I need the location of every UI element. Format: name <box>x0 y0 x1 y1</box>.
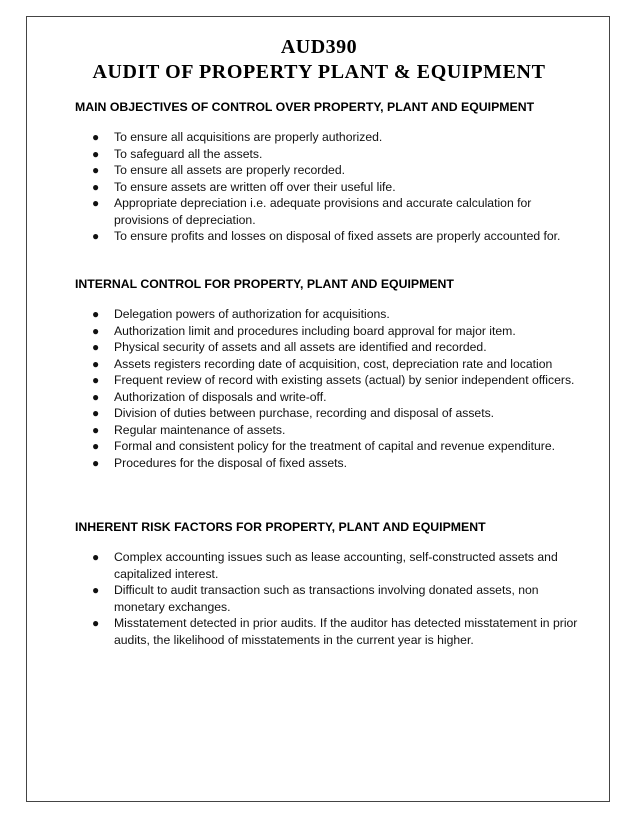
bullet-icon: ● <box>92 455 100 470</box>
list-item <box>0 438 638 455</box>
list-item <box>0 179 638 196</box>
bullet-icon: ● <box>92 406 100 420</box>
list-item <box>0 306 638 323</box>
list-item-text: Delegation powers of authorization for acquisitions. <box>114 307 390 321</box>
list-item <box>0 162 638 179</box>
bullet-icon: ● <box>92 583 100 597</box>
list-item-text: Frequent review of record with existing assets (actual) by senior independent officers. <box>114 373 575 387</box>
list-item <box>0 339 638 356</box>
list-item <box>0 422 638 439</box>
list-item-text: To ensure all acquisitions are properly authorized. <box>114 130 383 144</box>
list-item-text: Assets registers recording date of acquisition, cost, depreciation rate and location <box>114 356 553 371</box>
list-item-text: Authorization of disposals and write-off. <box>114 389 327 404</box>
list-item-text: Difficult to audit transaction such as transactions involving donated assets, non monetary exchanges. <box>114 583 539 614</box>
list-item-text: To ensure assets are written off over their useful life. <box>114 179 396 194</box>
list-item-text: Procedures for the disposal of fixed assets. <box>114 455 348 470</box>
list-item <box>0 195 638 228</box>
bullet-icon: ● <box>92 179 100 194</box>
list-item <box>0 323 638 340</box>
list-item <box>0 129 638 146</box>
list-item-text: Division of duties between purchase, recording and disposal of assets. <box>114 406 495 420</box>
list-item-text: Complex accounting issues such as lease accounting, self-constructed assets and capitalized interest. <box>114 550 558 581</box>
list-item-text: To ensure all assets are properly recorded. <box>114 163 346 177</box>
list-item-text: To safeguard all the assets. <box>114 146 263 161</box>
section-heading-inherent-risk: INHERENT RISK FACTORS FOR PROPERTY, PLANT AND EQUIPMENT <box>75 520 486 534</box>
course-code: AUD390 <box>280 36 358 58</box>
list-item <box>0 228 638 245</box>
bullet-icon: ● <box>92 146 100 161</box>
list-item <box>0 582 638 615</box>
bullet-icon: ● <box>92 422 100 437</box>
list-item <box>0 405 638 422</box>
list-item <box>0 455 638 472</box>
list-item-text: Appropriate depreciation i.e. adequate provisions and accurate calculation for provisions of depreciation. <box>114 196 532 227</box>
bullet-icon: ● <box>92 356 100 371</box>
list-item <box>0 146 638 163</box>
list-item-text: Regular maintenance of assets. <box>114 422 286 437</box>
bullet-icon: ● <box>92 389 100 404</box>
list-item <box>0 372 638 389</box>
bullet-icon: ● <box>92 196 100 210</box>
list-item-text: Physical security of assets and all assets are identified and recorded. <box>114 340 487 354</box>
bullet-icon: ● <box>92 163 100 177</box>
bullet-icon: ● <box>92 229 100 243</box>
bullet-icon: ● <box>92 550 100 564</box>
list-item-text: Misstatement detected in prior audits. If the auditor has detected misstatement in prior audits, the likelihood of misstatements in the current year is higher. <box>114 616 578 647</box>
list-item <box>0 389 638 406</box>
bullet-icon: ● <box>92 616 100 630</box>
list-item-text: To ensure profits and losses on disposal of fixed assets are properly accounted for. <box>114 229 561 243</box>
main-objectives-list <box>0 129 638 245</box>
list-item-text: Authorization limit and procedures including board approval for major item. <box>114 323 516 338</box>
bullet-icon: ● <box>92 373 100 387</box>
page-title: AUDIT OF PROPERTY PLANT & EQUIPMENT <box>92 61 546 83</box>
internal-control-list <box>0 306 638 471</box>
bullet-icon: ● <box>92 307 100 321</box>
bullet-icon: ● <box>92 340 100 354</box>
list-item <box>0 356 638 373</box>
bullet-icon: ● <box>92 130 100 144</box>
section-heading-internal-control: INTERNAL CONTROL FOR PROPERTY, PLANT AND EQUIPMENT <box>75 277 454 291</box>
bullet-icon: ● <box>92 439 100 453</box>
list-item <box>0 615 638 648</box>
inherent-risk-list <box>0 549 638 648</box>
list-item-text: Formal and consistent policy for the treatment of capital and revenue expenditure. <box>114 439 556 453</box>
section-heading-main-objectives: MAIN OBJECTIVES OF CONTROL OVER PROPERTY, PLANT AND EQUIPMENT <box>75 100 535 114</box>
bullet-icon: ● <box>92 323 100 338</box>
list-item <box>0 549 638 582</box>
